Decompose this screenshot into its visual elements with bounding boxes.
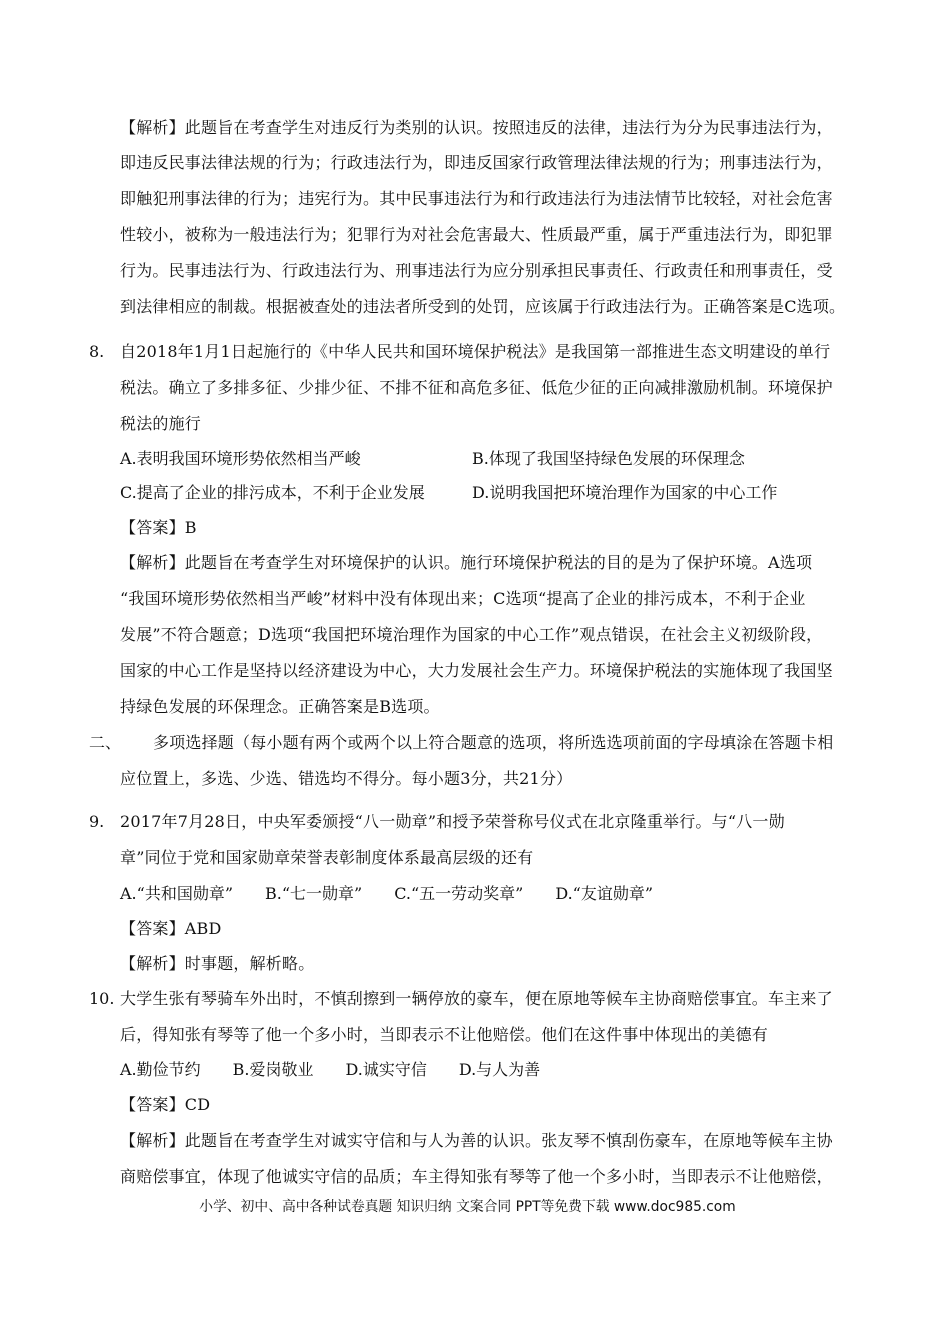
section-instructions-line: 多项选择题（每小题有两个或两个以上符合题意的选项，将所选选项前面的字母填涂在答题卡相 [153, 733, 834, 752]
question-stem-line: 自2018年1月1日起施行的《中华人民共和国环境保护税法》是我国第一部推进生态文明建设的单行 [120, 342, 831, 361]
analysis-line: 即违反民事法律法规的行为；行政违法行为，即违反国家行政管理法律法规的行为；刑事违法行为， [120, 153, 833, 172]
analysis-line: 【解析】此题旨在考查学生对违反行为类别的认识。按照违反的法律，违法行为分为民事违法行为， [120, 118, 833, 137]
analysis-line: 持绿色发展的环保理念。正确答案是B选项。 [120, 697, 440, 716]
option-b: B.体现了我国坚持绿色发展的环保理念 [472, 449, 745, 468]
question-stem-line: 税法。确立了多排多征、少排少征、不排不征和高危多征、低危少征的正向减排激励机制。环境保护 [120, 378, 833, 397]
question-number: 8. [89, 342, 105, 361]
page-footer: 小学、初中、高中各种试卷真题 知识归纳 文案合同 PPT等免费下载 www.doc985.com [199, 1199, 736, 1215]
question-stem-line: 2017年7月28日，中央军委颁授“八一勋章”和授予荣誉称号仪式在北京隆重举行。与“八一勋 [120, 812, 785, 831]
question-stem-line: 税法的施行 [120, 414, 202, 433]
option-d: D.说明我国把环境治理作为国家的中心工作 [472, 483, 778, 502]
analysis-line: 到法律相应的制裁。根据被查处的违法者所受到的处罚，应该属于行政违法行为。正确答案是C选项。 [120, 297, 846, 316]
question-stem-line: 大学生张有琴骑车外出时，不慎刮擦到一辆停放的豪车，便在原地等候车主协商赔偿事宜。车主来了 [120, 989, 833, 1008]
analysis-line: 即触犯刑事法律的行为；违宪行为。其中民事违法行为和行政违法行为违法情节比较轻，对社会危害 [120, 189, 833, 208]
option-c: C.提高了企业的排污成本，不利于企业发展 [120, 483, 425, 502]
analysis-line: 性较小，被称为一般违法行为；犯罪行为对社会危害最大、性质最严重，属于严重违法行为，即犯罪 [120, 225, 833, 244]
analysis-line: “我国环境形势依然相当严峻”材料中没有体现出来；C选项“提高了企业的排污成本，不利于企业 [120, 589, 806, 608]
answer-line: 【答案】CD [120, 1095, 211, 1114]
options-row: A.“共和国勋章” B.“七一勋章” C.“五一劳动奖章” D.“友谊勋章” [120, 884, 654, 903]
section-instructions-line: 应位置上，多选、少选、错选均不得分。每小题3分，共21分） [120, 769, 573, 788]
analysis-line: 商赔偿事宜，体现了他诚实守信的品质；车主得知张有琴等了他一个多小时，当即表示不让他赔偿， [120, 1167, 833, 1186]
option-a: A.表明我国环境形势依然相当严峻 [120, 449, 361, 468]
question-stem-line: 后，得知张有琴等了他一个多小时，当即表示不让他赔偿。他们在这件事中体现出的美德有 [120, 1025, 769, 1044]
answer-line: 【答案】B [120, 518, 197, 537]
question-stem-line: 章”同位于党和国家勋章荣誉表彰制度体系最高层级的还有 [120, 848, 534, 867]
question-number: 9. [89, 812, 105, 831]
analysis-line: 【解析】此题旨在考查学生对诚实守信和与人为善的认识。张友琴不慎刮伤豪车，在原地等候车主协 [120, 1131, 833, 1150]
analysis-line: 【解析】此题旨在考查学生对环境保护的认识。施行环境保护税法的目的是为了保护环境。A选项 [120, 553, 813, 572]
analysis-line: 【解析】时事题，解析略。 [120, 954, 315, 973]
analysis-line: 国家的中心工作是坚持以经济建设为中心，大力发展社会生产力。环境保护税法的实施体现了我国坚 [120, 661, 833, 680]
question-number: 10. [89, 989, 115, 1008]
analysis-line: 发展”不符合题意；D选项“我国把环境治理作为国家的中心工作”观点错误，在社会主义初级阶段， [120, 625, 823, 644]
options-row: A.勤俭节约 B.爱岗敬业 D.诚实守信 D.与人为善 [120, 1060, 541, 1079]
section-number: 二、 [89, 733, 122, 752]
answer-line: 【答案】ABD [120, 919, 222, 938]
analysis-line: 行为。民事违法行为、行政违法行为、刑事违法行为应分别承担民事责任、行政责任和刑事责任，受 [120, 261, 833, 280]
